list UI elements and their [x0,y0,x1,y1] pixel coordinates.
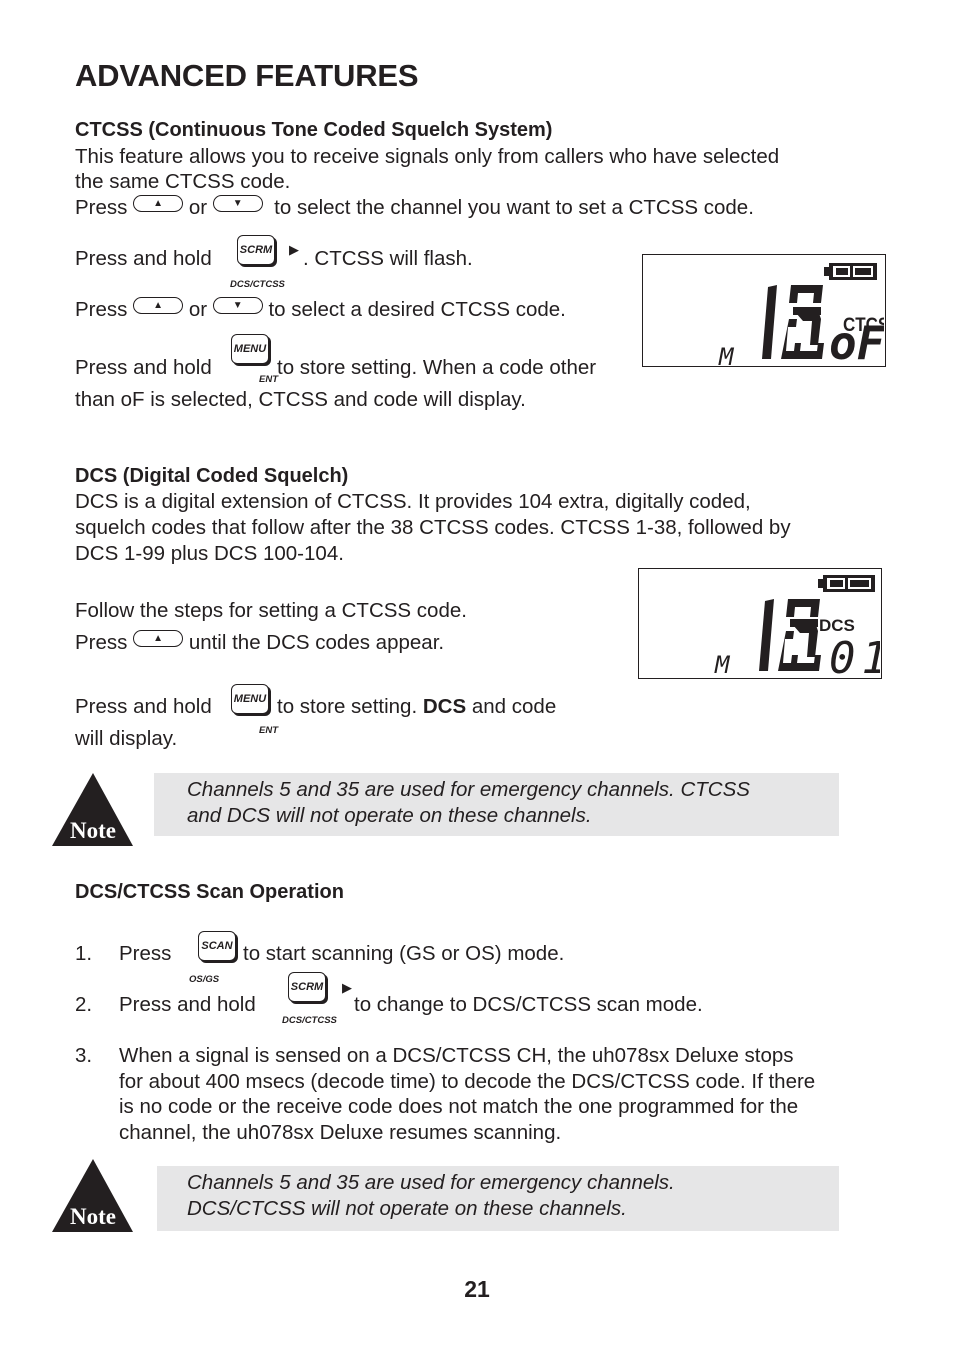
lcd-display-dcs [638,568,882,679]
note-badge-label: Note [70,1204,116,1229]
battery-icon [824,263,877,280]
menu-button-icon: MENU [231,684,269,714]
note-badge-label: Note [70,818,116,843]
press-hold-label-1: Press and hold [75,247,212,270]
lcd-mode: M [715,651,730,677]
ctcss-intro-line1: This feature allows you to receive signals only from callers who have selected [75,145,780,168]
scrm-button-icon: SCRM [288,972,326,1002]
scrm-sublabel: DCS/CTCSS [282,1015,337,1026]
up-button-icon [133,297,183,314]
until-dcs-text: until the DCS codes appear. [188,631,445,654]
scrm-sublabel: DCS/CTCSS [230,279,285,290]
dcs-intro-line1: DCS is a digital extension of CTCSS. It provides 104 extra, digitally coded, [75,490,751,513]
press-label: Press [75,631,128,654]
select-code-text: to select a desired CTCSS code. [268,298,566,321]
press-label: Press [75,298,128,321]
dcs-heading: DCS (Digital Coded Squelch) [75,465,349,487]
press-hold-label-3: Press and hold [75,695,212,718]
ctcss-step-select-channel [75,195,754,221]
ctcss-intro-line2: the same CTCSS code. [75,170,291,193]
right-arrow-icon: ▶ [342,980,352,995]
note-badge-icon [52,1159,134,1233]
ctcss-heading: CTCSS (Continuous Tone Coded Squelch System) [75,119,553,141]
down-arrow-icon: ▼ [232,299,243,311]
lcd-channel-digits [759,599,821,671]
scan-button-icon: SCAN [198,931,236,961]
select-channel-text: to select the channel you want to set a CTCSS code. [274,196,754,219]
ctcss-will-flash: . CTCSS will flash. [303,247,473,270]
up-arrow-icon: ▲ [153,632,164,644]
lcd-code: oF [829,316,884,365]
down-button-icon [213,195,263,212]
lcd-dcs-label: DCS [819,616,855,635]
lcd-display-ctcss [642,254,886,367]
note1-line1: Channels 5 and 35 are used for emergency channels. CTCSS [187,778,750,801]
note-box-1 [154,773,839,836]
or-label: or [188,196,208,219]
battery-icon [818,575,875,592]
scan-item3-line2: for about 400 msecs (decode time) to decode the DCS/CTCSS code. If there [119,1070,816,1093]
dcs-store-post: and code [471,695,557,718]
note1-line2: and DCS will not operate on these channels. [187,804,592,827]
page-title: ADVANCED FEATURES [75,58,419,93]
right-arrow-icon: ▶ [289,242,299,257]
ctcss-store-line1: to store setting. When a code other [277,356,597,379]
lcd-ctcss-label: CTC [843,312,878,336]
menu-button-icon: MENU [231,334,269,364]
press-hold-label-2: Press and hold [75,356,212,379]
note2-line2: DCS/CTCSS will not operate on these channels. [187,1197,627,1220]
note2-line1: Channels 5 and 35 are used for emergency channels. [187,1171,675,1194]
scan-heading: DCS/CTCSS Scan Operation [75,881,344,903]
menu-sublabel: ENT [259,374,278,385]
dcs-store-line1 [277,694,556,720]
lcd-channel-digits [762,285,824,359]
dcs-follow-steps: Follow the steps for setting a CTCSS code. [75,599,467,622]
up-arrow-icon: ▲ [153,197,164,209]
ctcss-step-select-code [75,297,566,323]
up-button-icon [133,195,183,212]
dcs-intro-line3: DCS 1-99 plus DCS 100-104. [75,542,344,565]
down-arrow-icon: ▼ [232,197,243,209]
lcd-graphic [643,255,884,365]
scan-item2-press-hold: Press and hold [119,993,256,1016]
ctcss-store-line2: than oF is selected, CTCSS and code will display. [75,388,526,411]
scan-item1-num: 1. [75,942,93,965]
lcd-mode: M [719,343,734,365]
up-arrow-icon: ▲ [153,299,164,311]
menu-sublabel: ENT [259,725,278,736]
scan-item3-line1: When a signal is sensed on a DCS/CTCSS CH, the uh078sx Deluxe stops [119,1044,794,1067]
dcs-store-bold: DCS [422,695,467,718]
dcs-store-pre: to store setting. [277,695,418,718]
lcd-graphic [639,569,880,677]
dcs-step-press-up [75,630,444,656]
scan-item3-num: 3. [75,1044,93,1067]
page-number: 21 [464,1276,490,1302]
scrm-button-icon: SCRM [237,235,275,265]
press-label: Press [75,196,128,219]
dcs-will-display: will display. [75,727,178,750]
scan-sublabel: OS/GS [189,974,220,985]
scan-item3-line4: channel, the uh078sx Deluxe resumes scanning. [119,1121,562,1144]
lcd-code: 0 [829,633,862,677]
dcs-intro-line2: squelch codes that follow after the 38 CTCSS codes. CTCSS 1-38, followed by [75,516,791,539]
scan-item2-text: to change to DCS/CTCSS scan mode. [354,993,703,1016]
or-label: or [188,298,208,321]
up-button-icon [133,630,183,647]
down-button-icon [213,297,263,314]
note-badge-icon [52,773,134,847]
scan-item2-num: 2. [75,993,93,1016]
scan-item3-line3: is no code or the receive code does not match the one programmed for the [119,1095,799,1118]
note-box-2 [157,1166,839,1231]
scan-item1-text: to start scanning (GS or OS) mode. [243,942,565,965]
scan-item1-press: Press [119,942,172,965]
